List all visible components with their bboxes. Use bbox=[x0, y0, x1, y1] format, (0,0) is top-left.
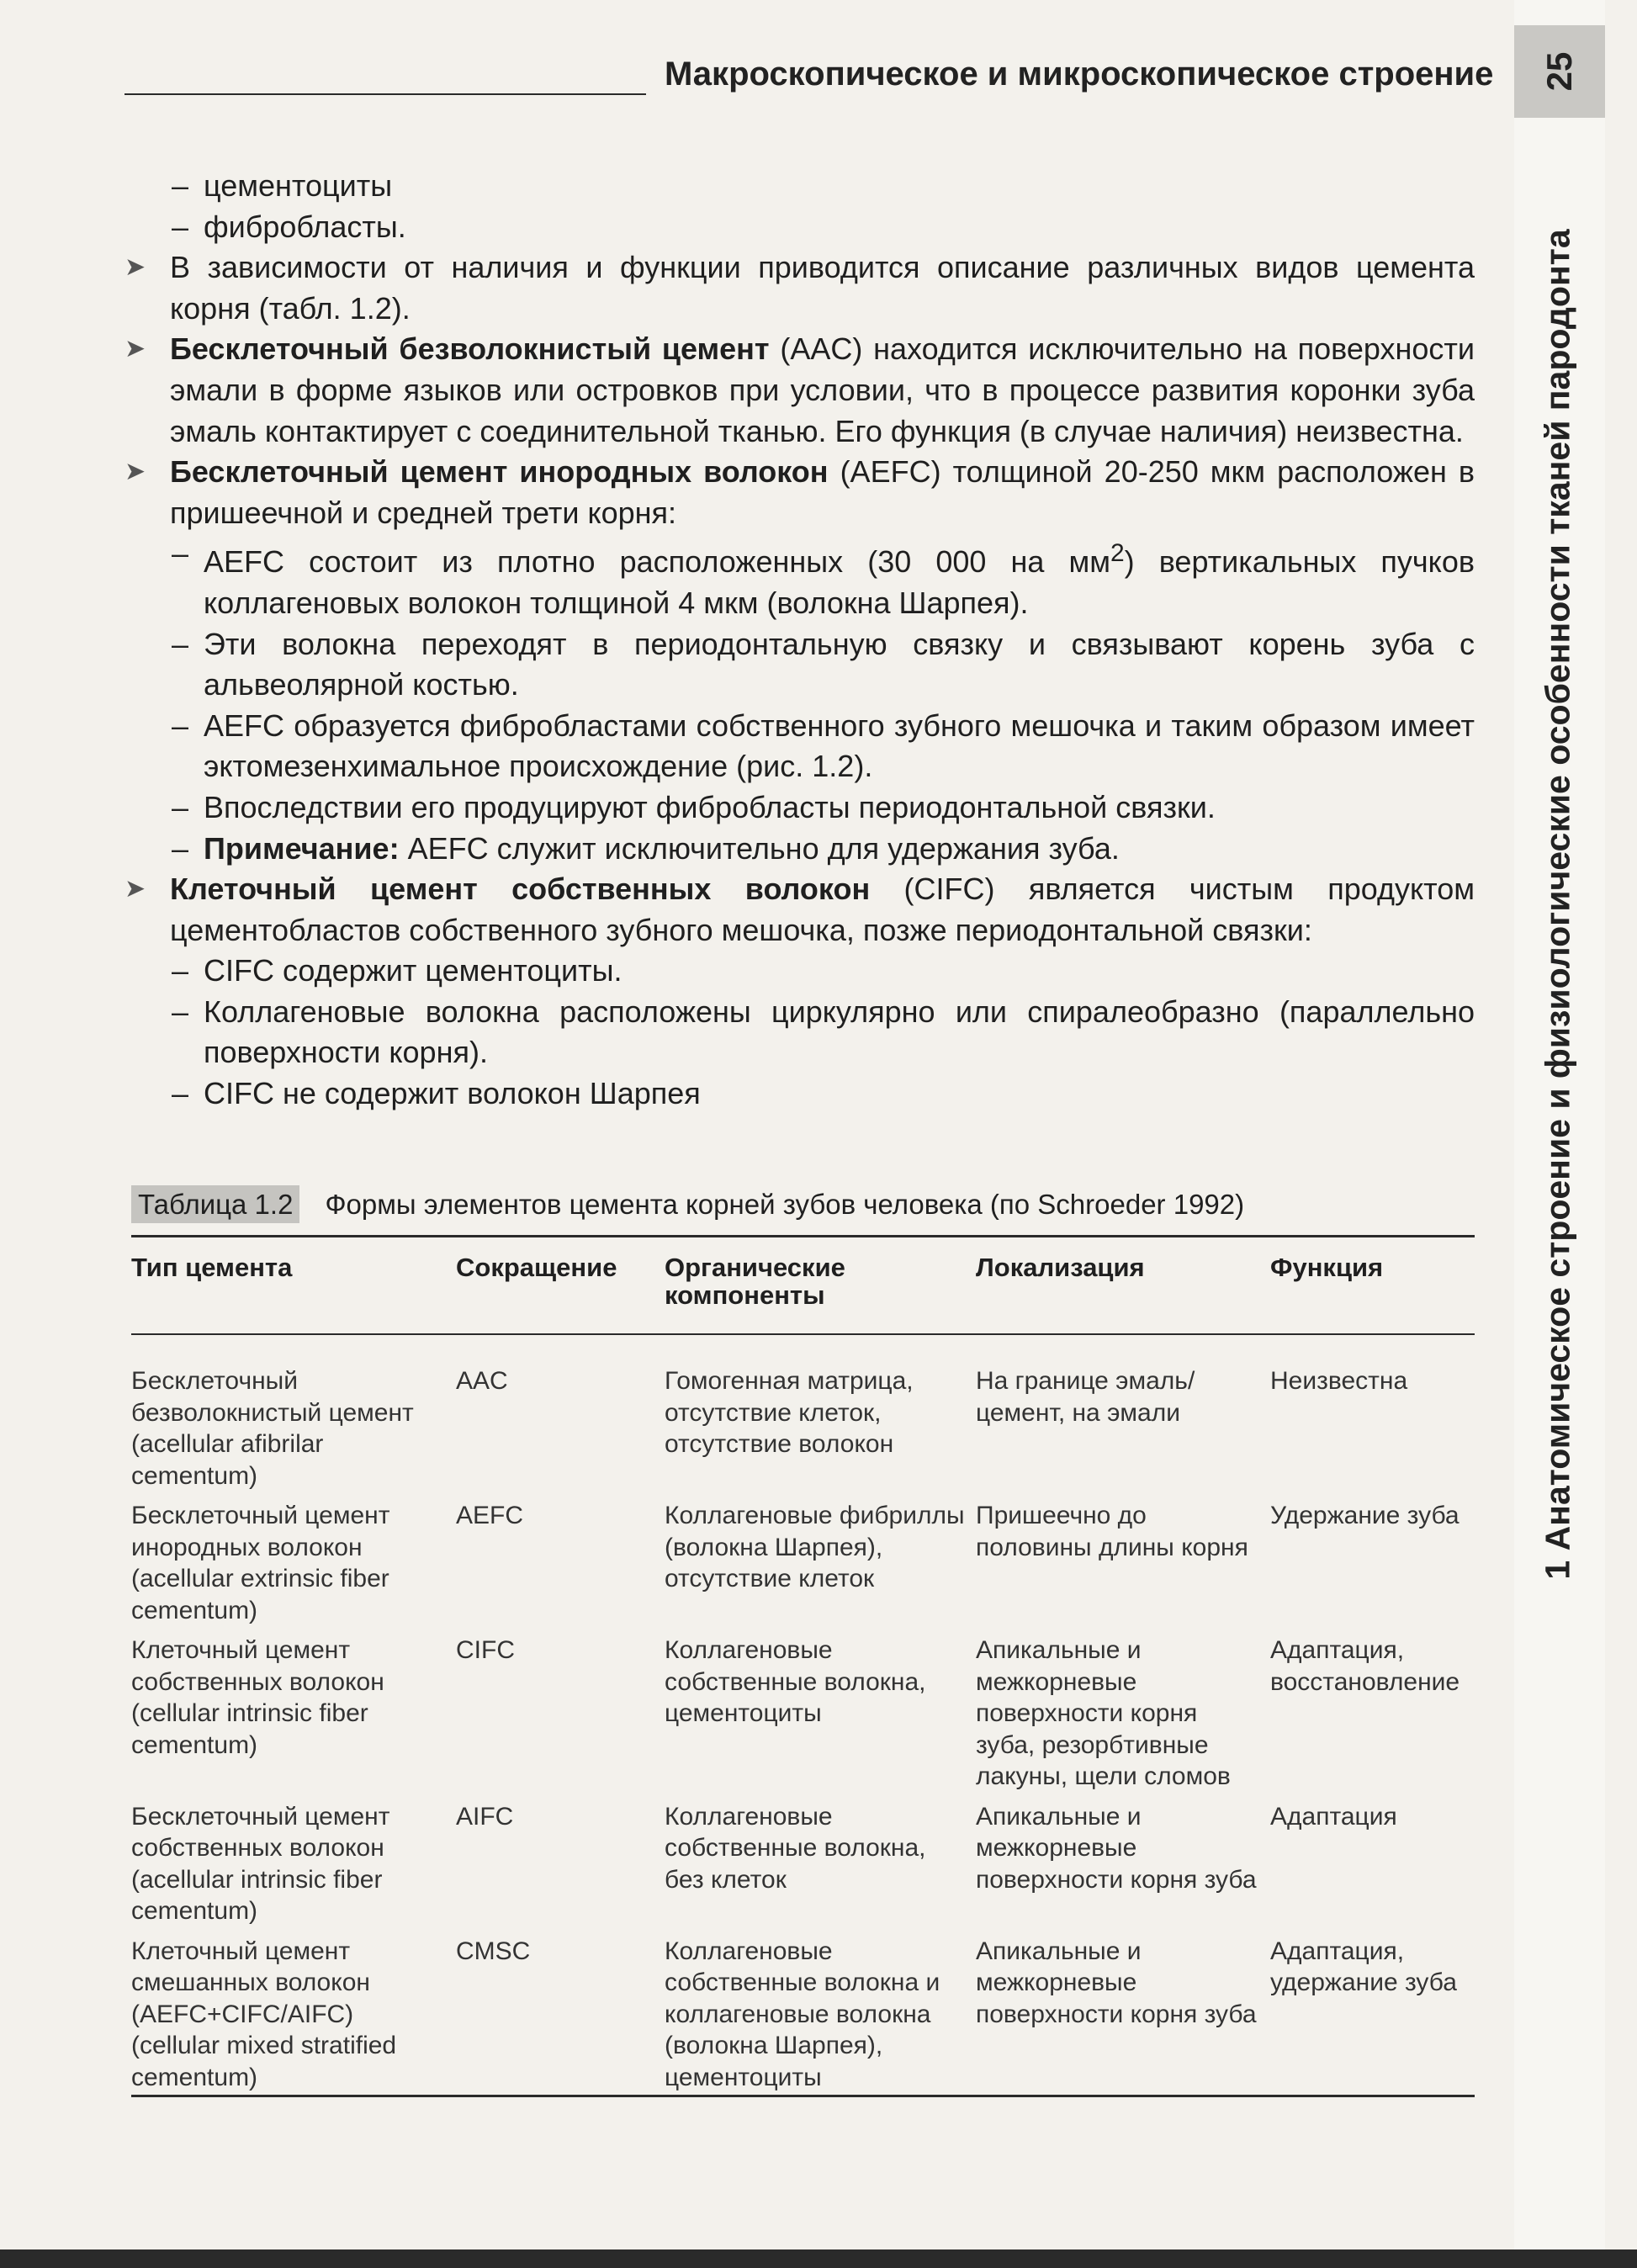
dash-marker: – bbox=[172, 1076, 189, 1111]
sub-item-text: Коллагеновые волокна расположены циркулярно или спиралеобразно (параллельно поверхности корня). bbox=[204, 994, 1475, 1070]
sub-item bbox=[124, 951, 1475, 992]
column-header-abbreviation: Сокращение bbox=[456, 1253, 617, 1282]
bullet-term: Бесклеточный безволокнистый цемент bbox=[170, 331, 770, 367]
table-cell: Клеточный цемент смешанных волокон (AEFC+CIFC/AIFC) (cellular mixed stratified cementum) bbox=[131, 1937, 397, 2091]
body-text bbox=[124, 166, 1475, 1115]
sub-item bbox=[124, 706, 1475, 787]
sub-item bbox=[124, 992, 1475, 1073]
table-top-rule bbox=[131, 1235, 1475, 1237]
dash-marker: – bbox=[172, 994, 189, 1029]
sub-item-text: ) вертикальных пучков коллагеновых волокон толщиной 4 мкм (волокна Шарпея). bbox=[204, 544, 1475, 620]
dash-marker: – bbox=[172, 953, 189, 988]
bullet-text: (AEFC) толщиной 20-250 мкм расположен в пришеечной и средней трети корня: bbox=[170, 454, 1475, 530]
dash-marker: – bbox=[172, 536, 189, 571]
table-row bbox=[131, 1936, 1475, 2102]
dash-marker: – bbox=[172, 626, 189, 661]
table-cell: AIFC bbox=[456, 1802, 514, 1831]
chapter-title: 1 Анатомическое строение и физиологические особенности тканей пародонта bbox=[1538, 229, 1577, 1580]
table-header-row bbox=[131, 1253, 1475, 1335]
list-item-text: фибробласты. bbox=[204, 209, 406, 244]
bullet-term: Клеточный цемент собственных волокон bbox=[170, 872, 871, 907]
table-cell: Адаптация bbox=[1270, 1802, 1397, 1831]
note-label: Примечание: bbox=[204, 830, 400, 866]
scan-bottom-edge bbox=[0, 2249, 1637, 2268]
table-cell: Клеточный цемент собственных волокон (cellular intrinsic fiber cementum) bbox=[131, 1636, 384, 1759]
sub-item-text: Эти волокна переходят в периодонтальную связку и связывают корень зуба с альвеолярной костью. bbox=[204, 626, 1475, 702]
dash-marker: – bbox=[172, 168, 189, 203]
table-cell: Коллагеновые собственные волокна, цементоциты bbox=[665, 1636, 926, 1727]
table-cell: Адаптация, восстановление bbox=[1270, 1636, 1460, 1696]
arrow-bullet-icon: ➤ bbox=[124, 253, 146, 282]
table-cell: Коллагеновые собственные волокна и коллагеновые волокна (волокна Шарпея), цементоциты bbox=[665, 1937, 940, 2091]
table-row bbox=[131, 1500, 1475, 1635]
arrow-bullet-icon: ➤ bbox=[124, 458, 146, 486]
table-row bbox=[131, 1335, 1475, 1500]
bullet-item bbox=[124, 329, 1475, 452]
bullet-text: (CIFC) является чистым продуктом цементобластов собственного зубного мешочка, позже периодонтальной связки: bbox=[170, 872, 1475, 947]
sub-item-text: CIFC содержит цементоциты. bbox=[204, 953, 622, 988]
table-label: Таблица 1.2 bbox=[131, 1185, 299, 1223]
table-cell: Гомогенная матрица, отсутствие клеток, отсутствие волокон bbox=[665, 1367, 914, 1458]
table-cell: AAC bbox=[456, 1367, 508, 1395]
table-cell: Коллагеновые собственные волокна, без клеток bbox=[665, 1802, 926, 1894]
arrow-bullet-icon: ➤ bbox=[124, 335, 146, 363]
table-caption-text: Формы элементов цемента корней зубов человека (по Schroeder 1992) bbox=[325, 1189, 1245, 1220]
table-row bbox=[131, 1801, 1475, 1936]
sub-item-text: CIFC не содержит волокон Шарпея bbox=[204, 1076, 701, 1111]
column-header-type: Тип цемента bbox=[131, 1253, 293, 1282]
sub-item bbox=[124, 533, 1475, 623]
column-header-localization: Локализация bbox=[976, 1253, 1145, 1282]
bullet-term: Бесклеточный цемент инородных волокон bbox=[170, 454, 829, 490]
table-cell: CIFC bbox=[456, 1636, 515, 1664]
table-cell: Апикальные и межкорневые поверхности корня зуба bbox=[976, 1937, 1257, 2028]
table-cell: Удержание зуба bbox=[1270, 1502, 1460, 1529]
sub-item bbox=[124, 1073, 1475, 1115]
running-header-title: Макроскопическое и микроскопическое строение bbox=[665, 56, 1494, 93]
column-header-function: Функция bbox=[1270, 1253, 1384, 1282]
dash-marker: – bbox=[172, 830, 189, 866]
dash-marker: – bbox=[172, 209, 189, 244]
table-cell: Адаптация, удержание зуба bbox=[1270, 1937, 1457, 1996]
sub-item bbox=[124, 624, 1475, 706]
sub-item bbox=[124, 787, 1475, 829]
bullet-text: В зависимости от наличия и функции приводится описание различных видов цемента корня (табл. 1.2). bbox=[170, 250, 1475, 326]
list-item bbox=[124, 207, 1475, 248]
table-cell: Бесклеточный безволокнистый цемент (acellular afibrilar cementum) bbox=[131, 1367, 414, 1490]
sub-item-text: AEFC образуется фибробластами собственного зубного мешочка и таким образом имеет эктомезенхимальное происхождение (рис. 1.2). bbox=[204, 707, 1475, 784]
dash-marker: – bbox=[172, 707, 189, 743]
dash-marker: – bbox=[172, 789, 189, 824]
table-cell: AEFC bbox=[456, 1502, 524, 1529]
header-rule bbox=[124, 93, 646, 95]
sub-item-text: AEFC служит исключительно для удержания зуба. bbox=[399, 830, 1120, 866]
table-cell: Неизвестна bbox=[1270, 1367, 1408, 1395]
arrow-bullet-icon: ➤ bbox=[124, 875, 146, 903]
list-item-text: цементоциты bbox=[204, 168, 393, 203]
bullet-item bbox=[124, 247, 1475, 329]
sub-item bbox=[124, 829, 1475, 870]
table-cell: На границе эмаль/цемент, на эмали bbox=[976, 1367, 1195, 1427]
table-row bbox=[131, 1635, 1475, 1801]
superscript: 2 bbox=[1110, 539, 1125, 568]
sub-item-text: Впоследствии его продуцируют фибробласты периодонтальной связки. bbox=[204, 789, 1216, 824]
table-cell: Бесклеточный цемент инородных волокон (acellular extrinsic fiber cementum) bbox=[131, 1502, 390, 1624]
bullet-item bbox=[124, 869, 1475, 951]
table-cell: Апикальные и межкорневые поверхности корня зуба, резорбтивные лакуны, щели сломов bbox=[976, 1636, 1231, 1790]
table-cell: Бесклеточный цемент собственных волокон (acellular intrinsic fiber cementum) bbox=[131, 1802, 390, 1925]
bullet-item bbox=[124, 452, 1475, 533]
column-header-organic-components: Органические компоненты bbox=[665, 1253, 845, 1310]
table-cell: Апикальные и межкорневые поверхности корня зуба bbox=[976, 1802, 1257, 1894]
table-cell: CMSC bbox=[456, 1937, 531, 1965]
cement-table bbox=[131, 1253, 1475, 2101]
list-item bbox=[124, 166, 1475, 207]
table-cell: Коллагеновые фибриллы (волокна Шарпея), отсутствие клеток bbox=[665, 1502, 965, 1592]
sub-item-text: AEFC состоит из плотно расположенных (30 000 на мм bbox=[204, 544, 1110, 580]
page-number: 25 bbox=[1539, 51, 1579, 92]
table-cell: Пришеечно до половины длины корня bbox=[976, 1502, 1248, 1561]
bullet-text: (AAC) находится исключительно на поверхности эмали в форме языков или островков при условии, что в процессе развития коронки зуба эмаль контактирует с соединительной тканью. Его функция (в случае наличия) неизвестна. bbox=[170, 331, 1475, 448]
table-caption bbox=[131, 1189, 1244, 1221]
